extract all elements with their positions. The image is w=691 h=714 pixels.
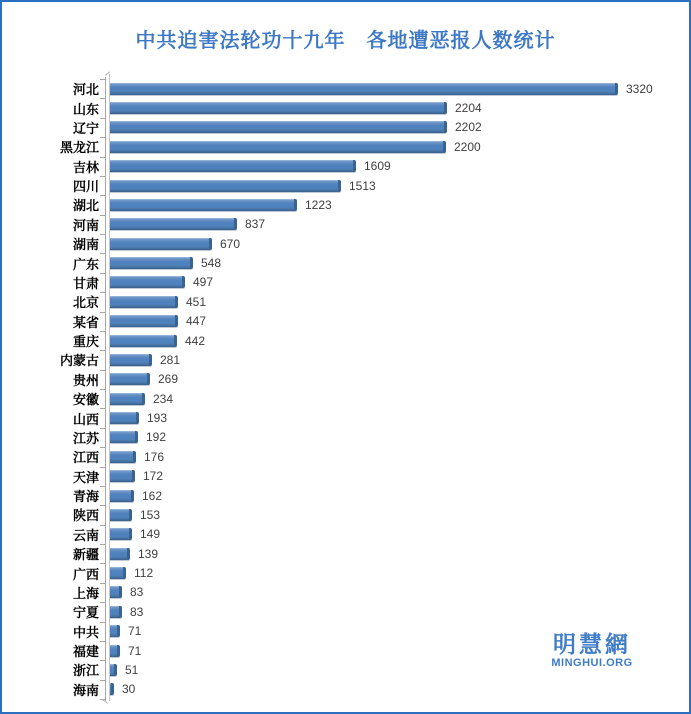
bar	[109, 296, 178, 308]
axis-tick	[100, 176, 105, 177]
bar-row	[6, 389, 678, 408]
bar-row	[6, 331, 678, 350]
bar-row	[6, 137, 678, 156]
bar	[109, 567, 126, 579]
category-label: 广西	[72, 566, 99, 582]
value-label: 192	[146, 430, 167, 445]
value-label: 193	[147, 411, 168, 426]
bar-row	[6, 234, 678, 253]
value-label: 2202	[455, 120, 482, 135]
axis-tick	[100, 563, 105, 564]
value-label: 281	[160, 352, 181, 367]
axis-tick	[100, 525, 105, 526]
axis-tick	[100, 641, 105, 642]
axis-tick	[100, 350, 105, 351]
bar-plot-area	[105, 566, 678, 580]
bar	[109, 606, 122, 618]
category-label: 湖南	[72, 237, 99, 253]
bar-plot-area	[105, 450, 678, 464]
axis-tick	[100, 234, 105, 235]
category-label: 重庆	[72, 334, 99, 350]
bar-row	[6, 370, 678, 389]
bar	[109, 412, 139, 424]
axis-tick	[100, 370, 105, 371]
bar-row	[6, 157, 678, 176]
value-label: 234	[153, 391, 174, 406]
bar-plot-area	[105, 411, 678, 425]
category-label: 甘肃	[72, 275, 99, 291]
value-label: 172	[143, 469, 164, 484]
value-label: 670	[220, 236, 241, 251]
bar-plot-area	[105, 275, 678, 289]
value-label: 2200	[454, 139, 481, 154]
bar	[109, 431, 138, 443]
axis-tick	[100, 292, 105, 293]
axis-tick	[100, 195, 105, 196]
bar-row	[6, 428, 678, 447]
category-label: 福建	[72, 644, 99, 660]
category-label: 某省	[72, 314, 99, 330]
bar-plot-area	[105, 527, 678, 541]
axis-tick	[100, 660, 105, 661]
category-label: 陕西	[72, 508, 99, 524]
category-label: 山东	[72, 101, 99, 117]
bar	[109, 664, 117, 676]
category-label: 黑龙江	[59, 140, 99, 156]
bar-row	[6, 505, 678, 524]
bar	[109, 586, 122, 598]
axis-tick	[100, 408, 105, 409]
bar-plot-area	[105, 256, 678, 270]
category-label: 辽宁	[72, 120, 99, 136]
bar	[109, 180, 341, 192]
bar-row	[6, 118, 678, 137]
bar-row	[6, 350, 678, 369]
category-label: 江西	[72, 450, 99, 466]
axis-tick	[100, 505, 105, 506]
bar	[109, 141, 446, 153]
bar-plot-area	[105, 372, 678, 386]
value-label: 1609	[364, 159, 391, 174]
bar-plot-area	[105, 295, 678, 309]
bar-row	[6, 680, 678, 699]
bar-row	[6, 544, 678, 563]
bar	[109, 548, 130, 560]
bar	[109, 121, 447, 133]
axis-tick	[100, 215, 105, 216]
bar	[109, 625, 120, 637]
bar	[109, 393, 145, 405]
category-label: 内蒙古	[59, 353, 99, 369]
logo-url-text: MINGHUI.ORG	[551, 657, 633, 670]
bar-plot-area	[105, 430, 678, 444]
axis-tick	[100, 79, 105, 80]
category-label: 河南	[72, 217, 99, 233]
category-label: 北京	[72, 295, 99, 311]
category-label: 天津	[72, 469, 99, 485]
bar	[109, 276, 185, 288]
value-label: 176	[144, 449, 165, 464]
bar-row	[6, 467, 678, 486]
bar	[109, 83, 618, 95]
value-label: 269	[158, 372, 179, 387]
bar-plot-area	[105, 179, 678, 193]
value-label: 3320	[626, 81, 653, 96]
value-label: 51	[125, 662, 139, 677]
bar-row	[6, 486, 678, 505]
category-label: 宁夏	[72, 605, 99, 621]
bar	[109, 218, 237, 230]
bar-row	[6, 312, 678, 331]
bar	[109, 160, 356, 172]
axis-tick	[100, 544, 105, 545]
category-label: 新疆	[72, 547, 99, 563]
bar-plot-area	[105, 392, 678, 406]
bar-rows-container	[6, 79, 678, 699]
value-label: 149	[140, 527, 161, 542]
bar	[109, 645, 120, 657]
value-label: 447	[186, 314, 207, 329]
value-label: 2204	[455, 101, 482, 116]
value-label: 548	[201, 256, 222, 271]
bar-plot-area	[105, 101, 678, 115]
axis-tick	[100, 118, 105, 119]
logo-chinese-text: 明慧網	[553, 631, 631, 657]
minghui-logo	[546, 632, 638, 669]
bar-plot-area	[105, 217, 678, 231]
bar-plot-area	[105, 682, 678, 696]
category-label: 江苏	[72, 430, 99, 446]
bar-row	[6, 563, 678, 582]
bar-row	[6, 273, 678, 292]
value-label: 71	[128, 624, 142, 639]
bar-plot-area	[105, 605, 678, 619]
bar-plot-area	[105, 82, 678, 96]
category-label: 广东	[72, 256, 99, 272]
bar	[109, 354, 152, 366]
bar-plot-area	[105, 159, 678, 173]
bar-plot-area	[105, 120, 678, 134]
bar	[109, 315, 178, 327]
category-label: 浙江	[72, 663, 99, 679]
bar	[109, 528, 132, 540]
bar	[109, 373, 150, 385]
bar-row	[6, 253, 678, 272]
value-label: 1513	[349, 178, 376, 193]
axis-tick	[100, 137, 105, 138]
axis-tick	[100, 622, 105, 623]
bar-row	[6, 447, 678, 466]
bar	[109, 199, 297, 211]
value-label: 162	[142, 488, 163, 503]
bar	[109, 470, 135, 482]
value-label: 83	[130, 585, 144, 600]
axis-wall-line	[109, 74, 110, 701]
value-label: 139	[138, 546, 159, 561]
value-label: 497	[193, 275, 214, 290]
axis-tick	[100, 699, 105, 700]
bar-row	[6, 215, 678, 234]
value-label: 83	[130, 604, 144, 619]
axis-tick	[100, 157, 105, 158]
value-label: 30	[122, 682, 136, 697]
bar	[109, 257, 193, 269]
axis-tick	[100, 273, 105, 274]
bar-plot-area	[105, 353, 678, 367]
bar-plot-area	[105, 489, 678, 503]
bar-row	[6, 98, 678, 117]
category-label: 海南	[72, 682, 99, 698]
bar-row	[6, 195, 678, 214]
bar-row	[6, 525, 678, 544]
value-label: 112	[134, 566, 154, 581]
value-label: 442	[185, 333, 206, 348]
category-label: 青海	[72, 489, 99, 505]
bar-row	[6, 292, 678, 311]
bar-plot-area	[105, 469, 678, 483]
category-label: 贵州	[72, 372, 99, 388]
axis-line	[105, 77, 106, 701]
value-label: 451	[186, 294, 207, 309]
category-label: 安徽	[72, 392, 99, 408]
bar-plot-area	[105, 508, 678, 522]
category-label: 河北	[72, 82, 99, 98]
axis-tick	[100, 447, 105, 448]
bar-row	[6, 176, 678, 195]
category-label: 四川	[72, 179, 99, 195]
bar-plot-area	[105, 140, 678, 154]
bar	[109, 102, 447, 114]
value-label: 1223	[305, 197, 332, 212]
bar	[109, 335, 177, 347]
bar-row	[6, 583, 678, 602]
category-label: 中共	[72, 624, 99, 640]
bar-plot-area	[105, 198, 678, 212]
bar-plot-area	[105, 547, 678, 561]
category-label: 上海	[72, 585, 99, 601]
bar	[109, 509, 132, 521]
bar-plot-area	[105, 334, 678, 348]
bar	[109, 238, 212, 250]
bar-row	[6, 408, 678, 427]
bar-plot-area	[105, 314, 678, 328]
axis-tick	[100, 583, 105, 584]
category-label: 吉林	[72, 159, 99, 175]
value-label: 153	[140, 507, 161, 522]
value-label: 837	[245, 217, 266, 232]
axis-tick	[100, 331, 105, 332]
axis-tick	[100, 389, 105, 390]
bar	[109, 490, 134, 502]
bar-row	[6, 602, 678, 621]
axis-tick	[100, 98, 105, 99]
category-label: 湖北	[72, 198, 99, 214]
axis-tick	[100, 428, 105, 429]
bar-plot-area	[105, 585, 678, 599]
axis-tick	[100, 602, 105, 603]
value-label: 71	[128, 643, 142, 658]
axis-tick	[100, 312, 105, 313]
axis-tick	[100, 680, 105, 681]
bar-row	[6, 79, 678, 98]
category-label: 云南	[72, 527, 99, 543]
bar-plot-area	[105, 237, 678, 251]
category-label: 山西	[72, 411, 99, 427]
axis-tick	[100, 467, 105, 468]
bar	[109, 451, 136, 463]
chart-title: 中共迫害法轮功十九年 各地遭恶报人数统计	[135, 30, 556, 52]
axis-tick	[100, 486, 105, 487]
axis-tick	[100, 253, 105, 254]
